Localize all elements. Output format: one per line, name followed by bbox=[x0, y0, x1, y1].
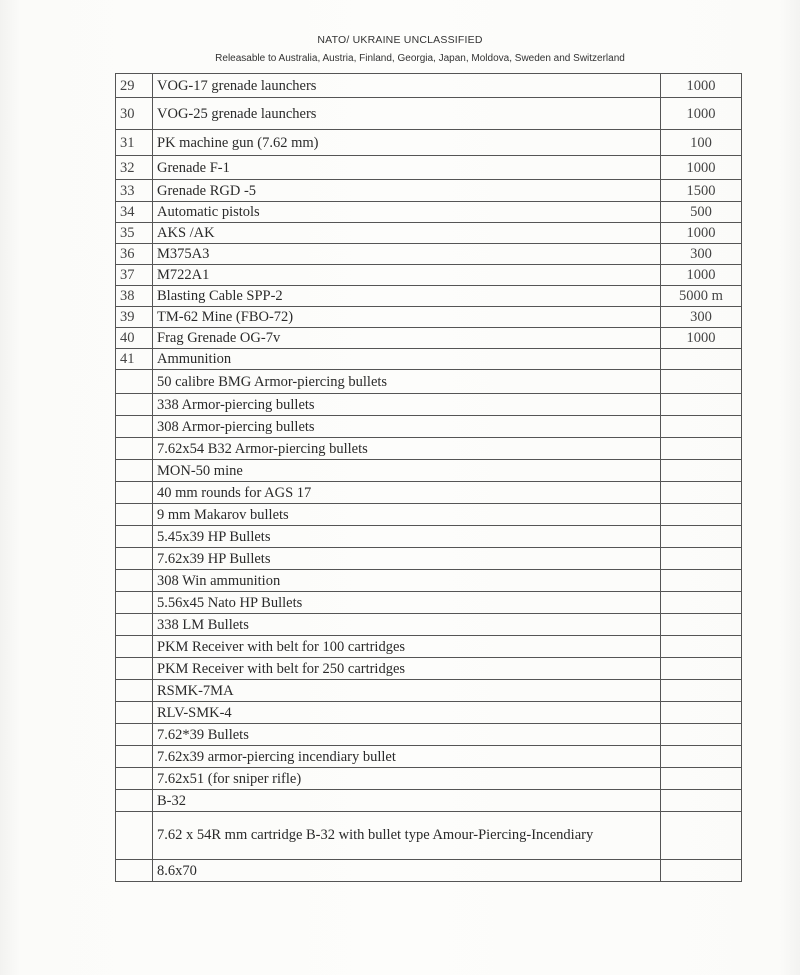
item-quantity bbox=[661, 592, 742, 614]
row-number: 34 bbox=[116, 202, 153, 223]
table-row bbox=[116, 526, 742, 548]
item-description: TM-62 Mine (FBO-72) bbox=[153, 307, 661, 328]
row-number: 31 bbox=[116, 130, 153, 156]
item-quantity bbox=[661, 438, 742, 460]
table-row bbox=[116, 307, 742, 328]
table-row bbox=[116, 349, 742, 370]
item-quantity bbox=[661, 658, 742, 680]
row-number: 33 bbox=[116, 180, 153, 202]
item-quantity bbox=[661, 636, 742, 658]
item-description: Grenade F-1 bbox=[153, 156, 661, 180]
row-number bbox=[116, 860, 153, 882]
table-row bbox=[116, 592, 742, 614]
item-description: 8.6x70 bbox=[153, 860, 661, 882]
item-quantity: 1000 bbox=[661, 156, 742, 180]
row-number: 30 bbox=[116, 98, 153, 130]
item-quantity bbox=[661, 370, 742, 394]
row-number bbox=[116, 812, 153, 860]
row-number bbox=[116, 724, 153, 746]
releasability-line: Releasable to Australia, Austria, Finland, Georgia, Japan, Moldova, Sweden and Switzerland bbox=[215, 53, 625, 64]
row-number bbox=[116, 526, 153, 548]
table-row bbox=[116, 570, 742, 592]
table-row bbox=[116, 680, 742, 702]
item-description: Blasting Cable SPP-2 bbox=[153, 286, 661, 307]
item-quantity bbox=[661, 504, 742, 526]
table-row bbox=[116, 370, 742, 394]
row-number bbox=[116, 460, 153, 482]
item-description: PKM Receiver with belt for 100 cartridges bbox=[153, 636, 661, 658]
table-row bbox=[116, 223, 742, 244]
table-row bbox=[116, 394, 742, 416]
item-quantity: 300 bbox=[661, 244, 742, 265]
equipment-table-body bbox=[116, 74, 742, 882]
item-description: 5.56x45 Nato HP Bullets bbox=[153, 592, 661, 614]
row-number: 37 bbox=[116, 265, 153, 286]
row-number bbox=[116, 416, 153, 438]
classification-marking: NATO/ UKRAINE UNCLASSIFIED bbox=[317, 34, 483, 46]
item-quantity bbox=[661, 460, 742, 482]
row-number: 40 bbox=[116, 328, 153, 349]
row-number bbox=[116, 746, 153, 768]
table-row bbox=[116, 438, 742, 460]
item-description: 50 calibre BMG Armor-piercing bullets bbox=[153, 370, 661, 394]
table-row bbox=[116, 746, 742, 768]
row-number bbox=[116, 482, 153, 504]
equipment-table bbox=[115, 73, 742, 882]
item-description: M375A3 bbox=[153, 244, 661, 265]
table-row bbox=[116, 74, 742, 98]
item-description: M722A1 bbox=[153, 265, 661, 286]
item-quantity bbox=[661, 548, 742, 570]
item-quantity bbox=[661, 416, 742, 438]
table-row bbox=[116, 702, 742, 724]
item-quantity bbox=[661, 482, 742, 504]
item-description: Automatic pistols bbox=[153, 202, 661, 223]
row-number bbox=[116, 548, 153, 570]
row-number: 35 bbox=[116, 223, 153, 244]
item-quantity: 1000 bbox=[661, 98, 742, 130]
table-row bbox=[116, 482, 742, 504]
item-description: B-32 bbox=[153, 790, 661, 812]
row-number bbox=[116, 790, 153, 812]
item-quantity bbox=[661, 680, 742, 702]
table-row bbox=[116, 614, 742, 636]
table-row bbox=[116, 202, 742, 223]
item-quantity bbox=[661, 790, 742, 812]
item-quantity bbox=[661, 349, 742, 370]
table-row bbox=[116, 790, 742, 812]
row-number: 38 bbox=[116, 286, 153, 307]
item-description: MON-50 mine bbox=[153, 460, 661, 482]
item-description: Ammunition bbox=[153, 349, 661, 370]
item-description: PKM Receiver with belt for 250 cartridges bbox=[153, 658, 661, 680]
table-row bbox=[116, 156, 742, 180]
item-description: PK machine gun (7.62 mm) bbox=[153, 130, 661, 156]
row-number bbox=[116, 592, 153, 614]
table-row bbox=[116, 812, 742, 860]
row-number bbox=[116, 570, 153, 592]
item-description: 7.62 x 54R mm cartridge B-32 with bullet type Amour-Piercing-Incendiary bbox=[153, 812, 661, 860]
item-quantity: 100 bbox=[661, 130, 742, 156]
item-quantity bbox=[661, 746, 742, 768]
row-number bbox=[116, 438, 153, 460]
item-quantity bbox=[661, 768, 742, 790]
item-description: 9 mm Makarov bullets bbox=[153, 504, 661, 526]
table-row bbox=[116, 860, 742, 882]
item-quantity: 1000 bbox=[661, 74, 742, 98]
item-quantity: 1000 bbox=[661, 265, 742, 286]
row-number bbox=[116, 680, 153, 702]
item-description: 338 LM Bullets bbox=[153, 614, 661, 636]
table-row bbox=[116, 328, 742, 349]
table-row bbox=[116, 180, 742, 202]
item-description: 7.62x39 HP Bullets bbox=[153, 548, 661, 570]
table-row bbox=[116, 265, 742, 286]
item-description: 7.62x54 B32 Armor-piercing bullets bbox=[153, 438, 661, 460]
item-description: RLV-SMK-4 bbox=[153, 702, 661, 724]
row-number: 29 bbox=[116, 74, 153, 98]
table-row bbox=[116, 130, 742, 156]
item-description: RSMK-7MA bbox=[153, 680, 661, 702]
table-row bbox=[116, 98, 742, 130]
item-description: VOG-17 grenade launchers bbox=[153, 74, 661, 98]
item-description: VOG-25 grenade launchers bbox=[153, 98, 661, 130]
table-row bbox=[116, 416, 742, 438]
item-description: 338 Armor-piercing bullets bbox=[153, 394, 661, 416]
item-quantity: 300 bbox=[661, 307, 742, 328]
item-quantity bbox=[661, 724, 742, 746]
item-description: Grenade RGD -5 bbox=[153, 180, 661, 202]
item-description: 5.45x39 HP Bullets bbox=[153, 526, 661, 548]
table-row bbox=[116, 244, 742, 265]
item-description: 308 Win ammunition bbox=[153, 570, 661, 592]
item-description: Frag Grenade OG-7v bbox=[153, 328, 661, 349]
row-number bbox=[116, 768, 153, 790]
item-quantity bbox=[661, 702, 742, 724]
row-number bbox=[116, 370, 153, 394]
item-description: 7.62x39 armor-piercing incendiary bullet bbox=[153, 746, 661, 768]
row-number: 32 bbox=[116, 156, 153, 180]
row-number bbox=[116, 614, 153, 636]
item-quantity: 1500 bbox=[661, 180, 742, 202]
table-row bbox=[116, 460, 742, 482]
table-row bbox=[116, 724, 742, 746]
row-number bbox=[116, 504, 153, 526]
table-row bbox=[116, 286, 742, 307]
item-description: 40 mm rounds for AGS 17 bbox=[153, 482, 661, 504]
item-quantity: 1000 bbox=[661, 328, 742, 349]
item-quantity: 5000 m bbox=[661, 286, 742, 307]
item-description: 7.62x51 (for sniper rifle) bbox=[153, 768, 661, 790]
row-number: 41 bbox=[116, 349, 153, 370]
item-description: 7.62*39 Bullets bbox=[153, 724, 661, 746]
item-quantity bbox=[661, 526, 742, 548]
item-quantity: 1000 bbox=[661, 223, 742, 244]
table-row bbox=[116, 768, 742, 790]
item-quantity bbox=[661, 812, 742, 860]
table-row bbox=[116, 658, 742, 680]
item-quantity bbox=[661, 570, 742, 592]
item-quantity bbox=[661, 860, 742, 882]
item-description: 308 Armor-piercing bullets bbox=[153, 416, 661, 438]
item-quantity bbox=[661, 614, 742, 636]
row-number bbox=[116, 636, 153, 658]
row-number: 36 bbox=[116, 244, 153, 265]
item-quantity bbox=[661, 394, 742, 416]
table-row bbox=[116, 636, 742, 658]
item-description: AKS /AK bbox=[153, 223, 661, 244]
table-row bbox=[116, 504, 742, 526]
table-row bbox=[116, 548, 742, 570]
item-quantity: 500 bbox=[661, 202, 742, 223]
row-number bbox=[116, 394, 153, 416]
row-number bbox=[116, 658, 153, 680]
row-number: 39 bbox=[116, 307, 153, 328]
row-number bbox=[116, 702, 153, 724]
